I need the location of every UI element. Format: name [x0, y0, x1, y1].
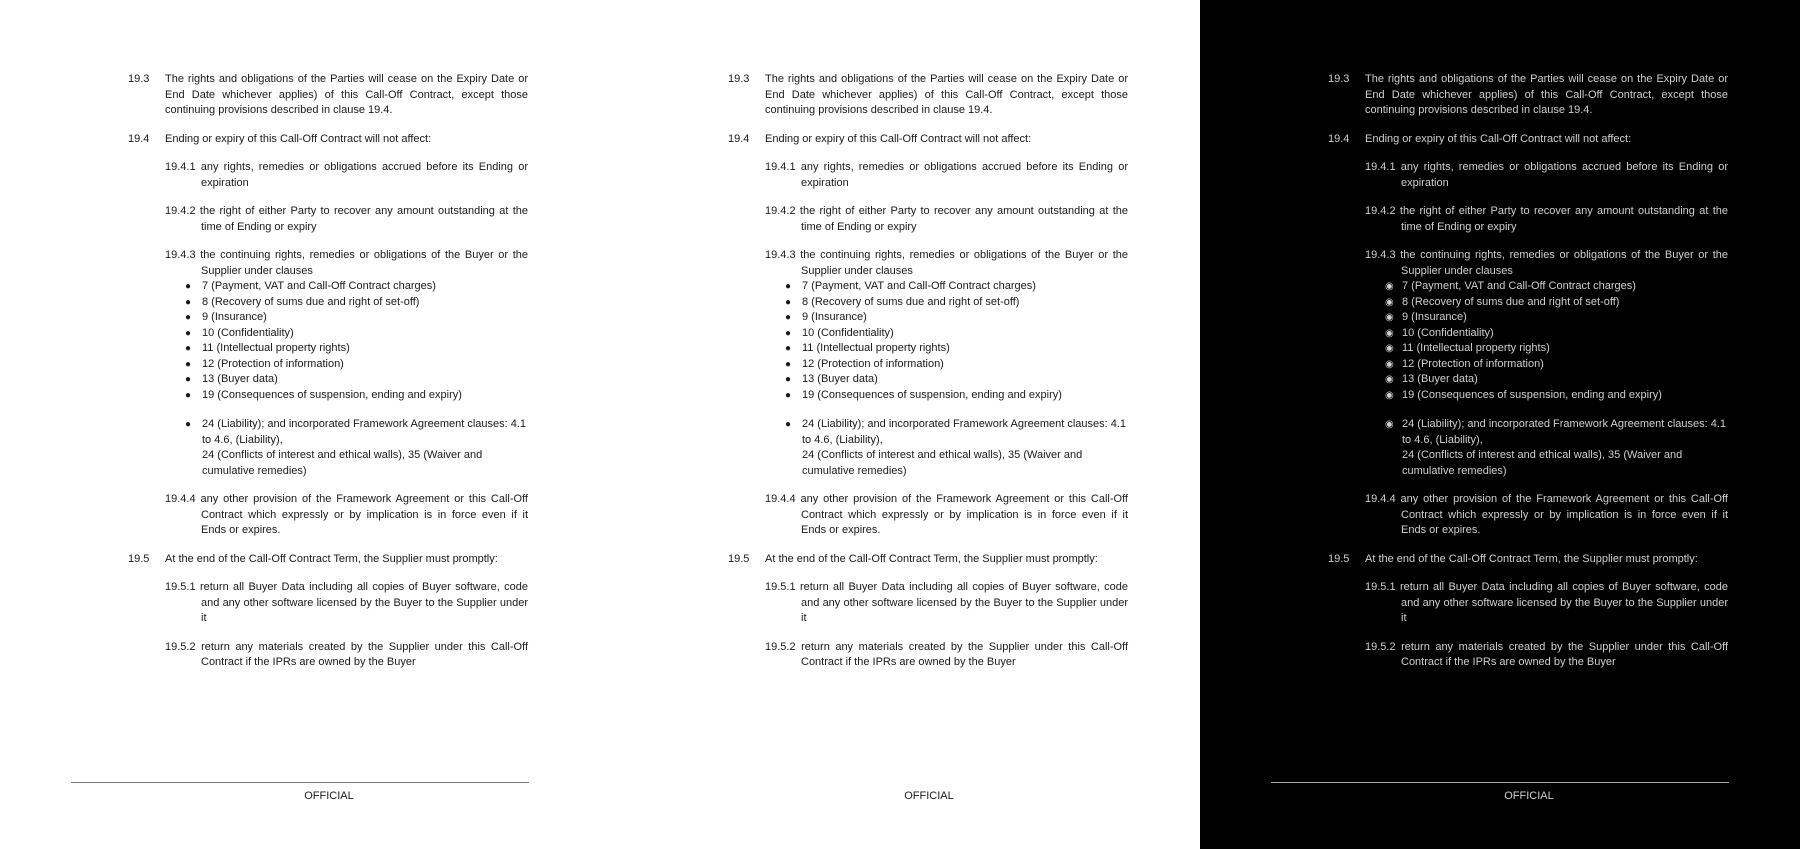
clause-text: The rights and obligations of the Parties will cease on the Expiry Date or End Date whichever applies) of this Call-Off Contract, except those continuing provisions described in clause 19.4. [1365, 73, 1728, 116]
page-content [728, 72, 1128, 684]
list-item: ◉ 7 (Payment, VAT and Call-Off Contract charges) [1402, 279, 1728, 295]
list-item: ◉ 13 (Buyer data) [1402, 372, 1728, 388]
bullet-icon: ● [185, 358, 192, 370]
clause-number: 19.4 [128, 132, 150, 145]
footer-official: OFFICIAL [1504, 790, 1554, 802]
bullet-icon: ◉ [1385, 374, 1394, 385]
list-item: ◉ 9 (Insurance) [1402, 310, 1728, 326]
bullet-list [128, 279, 528, 479]
bullet-list [728, 279, 1128, 479]
list-item: ● 24 (Liability); and incorporated Framework Agreement clauses: 4.1 to 4.6, (Liability), [185, 418, 527, 446]
list-item-continuation: 24 (Conflicts of interest and ethical walls), 35 (Waiver and cumulative remedies) [802, 449, 1083, 477]
subclause-19-4-4: 19.4.4 any other provision of the Framework Agreement or this Call-Off Contract which expressly or by implication is in force even if it Ends or expires. [765, 493, 1128, 536]
clause-number: 19.4 [1328, 132, 1350, 145]
list-item: ◉ 24 (Liability); and incorporated Framework Agreement clauses: 4.1 to 4.6, (Liability), [1385, 418, 1727, 446]
bullet-icon: ● [185, 389, 192, 401]
clause-19-3 [1328, 72, 1728, 119]
clause-19-3 [728, 72, 1128, 119]
list-item: ● 9 (Insurance) [202, 310, 528, 326]
clause-text: The rights and obligations of the Parties will cease on the Expiry Date or End Date whichever applies) of this Call-Off Contract, except those continuing provisions described in clause 19.4. [765, 73, 1128, 116]
document-page [600, 0, 1200, 849]
clause-number: 19.4 [728, 132, 750, 145]
clause-text: Ending or expiry of this Call-Off Contract will not affect: [765, 132, 1032, 145]
list-item: ● 11 (Intellectual property rights) [802, 341, 1128, 357]
subclause-19-4-1: 19.4.1 any rights, remedies or obligations accrued before its Ending or expiration [765, 161, 1128, 189]
bullet-icon: ◉ [1385, 327, 1394, 339]
footer-official: OFFICIAL [304, 790, 354, 802]
clause-19-4 [128, 132, 528, 148]
subclause-19-4-1: 19.4.1 any rights, remedies or obligations accrued before its Ending or expiration [1365, 161, 1728, 189]
bullet-icon: ● [785, 389, 792, 401]
bullet-icon: ● [185, 419, 192, 430]
subclause-19-5-1: 19.5.1 return all Buyer Data including all copies of Buyer software, code and any other software licensed by the Buyer to the Supplier under it [765, 581, 1128, 624]
document-page [0, 0, 600, 849]
clause-number: 19.5 [1328, 552, 1350, 565]
footer-rule [71, 782, 529, 783]
bullet-icon: ● [785, 327, 792, 339]
subclause-19-5-1: 19.5.1 return all Buyer Data including all copies of Buyer software, code and any other software licensed by the Buyer to the Supplier under it [1365, 581, 1728, 624]
clause-number: 19.3 [128, 73, 150, 85]
page-panel-inverted [1200, 0, 1800, 849]
footer-rule [1271, 782, 1729, 783]
bullet-icon: ● [785, 374, 792, 385]
list-item: ● 8 (Recovery of sums due and right of set-off) [202, 295, 528, 311]
clause-number: 19.3 [1328, 73, 1350, 85]
bullet-icon: ◉ [1385, 419, 1394, 430]
list-item: ● 8 (Recovery of sums due and right of set-off) [802, 295, 1128, 311]
bullet-icon: ● [185, 327, 192, 339]
page-content [1328, 72, 1728, 684]
list-item: ● 10 (Confidentiality) [202, 326, 528, 342]
bullet-icon: ● [185, 374, 192, 385]
clause-text: At the end of the Call-Off Contract Term, the Supplier must promptly: [765, 552, 1098, 565]
subclause-19-4-4: 19.4.4 any other provision of the Framework Agreement or this Call-Off Contract which expressly or by implication is in force even if it Ends or expires. [1365, 493, 1728, 536]
bullet-icon: ◉ [1385, 358, 1394, 370]
subclause-19-4-2: 19.4.2 the right of either Party to recover any amount outstanding at the time of Ending or expiry [1365, 205, 1728, 233]
bullet-list [1328, 279, 1728, 479]
list-item: ● 19 (Consequences of suspension, ending and expiry) [202, 388, 528, 404]
list-item: ◉ 11 (Intellectual property rights) [1402, 341, 1728, 357]
clause-text: Ending or expiry of this Call-Off Contract will not affect: [165, 132, 432, 145]
list-item: ● 7 (Payment, VAT and Call-Off Contract charges) [202, 279, 528, 295]
bullet-icon: ◉ [1385, 281, 1394, 292]
clause-number: 19.3 [728, 73, 750, 85]
list-item: ◉ 19 (Consequences of suspension, ending and expiry) [1402, 388, 1728, 404]
page-panel-copy [600, 0, 1200, 849]
bullet-icon: ● [785, 281, 792, 292]
bullet-icon: ● [785, 419, 792, 430]
bullet-icon: ● [785, 312, 792, 323]
list-item: ● 24 (Liability); and incorporated Framework Agreement clauses: 4.1 to 4.6, (Liability), [785, 418, 1127, 446]
list-item: ● 7 (Payment, VAT and Call-Off Contract charges) [802, 279, 1128, 295]
bullet-icon: ● [785, 343, 792, 354]
bullet-icon: ◉ [1385, 296, 1394, 308]
clause-text: At the end of the Call-Off Contract Term, the Supplier must promptly: [165, 552, 498, 565]
clause-19-5 [728, 552, 1128, 568]
list-item-continuation: 24 (Conflicts of interest and ethical walls), 35 (Waiver and cumulative remedies) [202, 449, 483, 477]
clause-number: 19.5 [728, 552, 750, 565]
subclause-19-4-1: 19.4.1 any rights, remedies or obligations accrued before its Ending or expiration [165, 161, 528, 189]
page-panel-original [0, 0, 600, 849]
list-item-continuation: 24 (Conflicts of interest and ethical walls), 35 (Waiver and cumulative remedies) [1402, 449, 1683, 477]
subclause-19-4-2: 19.4.2 the right of either Party to recover any amount outstanding at the time of Ending or expiry [165, 205, 528, 233]
subclause-19-4-2: 19.4.2 the right of either Party to recover any amount outstanding at the time of Ending or expiry [765, 205, 1128, 233]
list-item: ● 10 (Confidentiality) [802, 326, 1128, 342]
clause-19-4 [728, 132, 1128, 148]
clause-19-4 [1328, 132, 1728, 148]
page-content [128, 72, 528, 684]
clause-text: The rights and obligations of the Parties will cease on the Expiry Date or End Date whichever applies) of this Call-Off Contract, except those continuing provisions described in clause 19.4. [165, 73, 528, 116]
list-item: ● 9 (Insurance) [802, 310, 1128, 326]
list-item: ● 12 (Protection of information) [202, 357, 528, 373]
bullet-icon: ● [785, 296, 792, 308]
bullet-icon: ◉ [1385, 389, 1394, 401]
list-item: ● 12 (Protection of information) [802, 357, 1128, 373]
clause-19-5 [128, 552, 528, 568]
list-item: ● 13 (Buyer data) [202, 372, 528, 388]
subclause-19-4-3: 19.4.3 the continuing rights, remedies or obligations of the Buyer or the Supplier under clauses [165, 249, 528, 277]
clause-19-3 [128, 72, 528, 119]
document-page [1200, 0, 1800, 849]
subclause-19-5-1: 19.5.1 return all Buyer Data including all copies of Buyer software, code and any other software licensed by the Buyer to the Supplier under it [165, 581, 528, 624]
bullet-icon: ◉ [1385, 312, 1394, 323]
list-item: ◉ 8 (Recovery of sums due and right of set-off) [1402, 295, 1728, 311]
bullet-icon: ● [785, 358, 792, 370]
bullet-icon: ● [185, 296, 192, 308]
list-item: ● 11 (Intellectual property rights) [202, 341, 528, 357]
bullet-icon: ● [185, 281, 192, 292]
list-item: ◉ 12 (Protection of information) [1402, 357, 1728, 373]
list-item: ● 19 (Consequences of suspension, ending and expiry) [802, 388, 1128, 404]
footer-official: OFFICIAL [904, 790, 954, 802]
clause-19-5 [1328, 552, 1728, 568]
list-item: ◉ 10 (Confidentiality) [1402, 326, 1728, 342]
list-item: ● 13 (Buyer data) [802, 372, 1128, 388]
subclause-19-5-2: 19.5.2 return any materials created by the Supplier under this Call-Off Contract if the IPRs are owned by the Buyer [765, 640, 1128, 668]
subclause-19-4-4: 19.4.4 any other provision of the Framework Agreement or this Call-Off Contract which expressly or by implication is in force even if it Ends or expires. [165, 493, 528, 536]
clause-text: Ending or expiry of this Call-Off Contract will not affect: [1365, 132, 1632, 145]
bullet-icon: ◉ [1385, 343, 1394, 354]
clause-number: 19.5 [128, 552, 150, 565]
bullet-icon: ● [185, 343, 192, 354]
bullet-icon: ● [185, 312, 192, 323]
subclause-19-5-2: 19.5.2 return any materials created by the Supplier under this Call-Off Contract if the IPRs are owned by the Buyer [1365, 640, 1728, 668]
subclause-19-4-3: 19.4.3 the continuing rights, remedies or obligations of the Buyer or the Supplier under clauses [765, 249, 1128, 277]
subclause-19-5-2: 19.5.2 return any materials created by the Supplier under this Call-Off Contract if the IPRs are owned by the Buyer [165, 640, 528, 668]
clause-text: At the end of the Call-Off Contract Term, the Supplier must promptly: [1365, 552, 1698, 565]
subclause-19-4-3: 19.4.3 the continuing rights, remedies or obligations of the Buyer or the Supplier under clauses [1365, 249, 1728, 277]
